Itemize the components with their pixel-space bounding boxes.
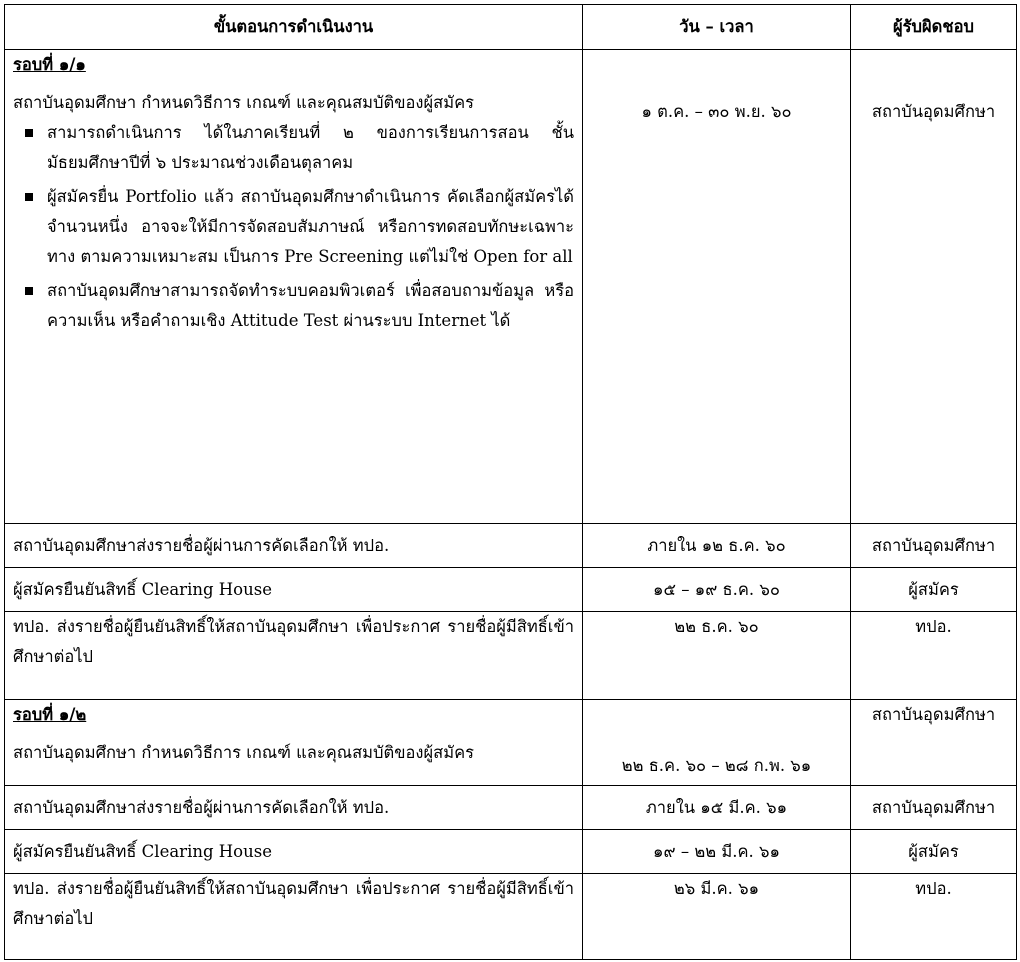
round2-date: ๒๒ ธ.ค. ๖๐ – ๒๘ ก.พ. ๖๑ <box>621 756 812 775</box>
round2-row3-owner: ทปอ. <box>851 874 1017 960</box>
round1-row1-step: สถาบันอุดมศึกษาส่งรายชื่อผู้ผ่านการคัดเลือกให้ ทปอ. <box>5 524 583 568</box>
round2-row3-step: ทปอ. ส่งรายชื่อผู้ยืนยันสิทธิ์ให้สถาบันอุดมศึกษา เพื่อประกาศ รายชื่อผู้มีสิทธิ์เข้าศึกษาต่อไป <box>5 874 583 960</box>
header-owner: ผู้รับผิดชอบ <box>851 5 1017 50</box>
table-row <box>5 830 1017 874</box>
list-item: สถาบันอุดมศึกษาสามารถจัดทำระบบคอมพิวเตอร์ เพื่อสอบถามข้อมูล หรือความเห็น หรือคำถามเชิง Attitude Test ผ่านระบบ Internet ได้ <box>47 276 574 336</box>
round2-intro: สถาบันอุดมศึกษา กำหนดวิธีการ เกณฑ์ และคุณสมบัติของผู้สมัคร <box>13 743 474 762</box>
header-step: ขั้นตอนการดำเนินงาน <box>5 5 583 50</box>
table-row <box>5 568 1017 612</box>
round1-date: ๑ ต.ค. – ๓๐ พ.ย. ๖๐ <box>641 102 792 121</box>
round2-row2-step: ผู้สมัครยืนยันสิทธิ์ Clearing House <box>5 830 583 874</box>
round2-title: รอบที่ ๑/๒ <box>13 705 87 724</box>
table-row <box>5 612 1017 700</box>
round1-row1-date: ภายใน ๑๒ ธ.ค. ๖๐ <box>583 524 851 568</box>
round2-date-cell <box>583 700 851 786</box>
table-row <box>5 524 1017 568</box>
round1-row3-step: ทปอ. ส่งรายชื่อผู้ยืนยันสิทธิ์ให้สถาบันอุดมศึกษา เพื่อประกาศ รายชื่อผู้มีสิทธิ์เข้าศึกษาต่อไป <box>5 612 583 700</box>
list-item: ผู้สมัครยื่น Portfolio แล้ว สถาบันอุดมศึกษาดำเนินการ คัดเลือกผู้สมัครได้จำนวนหนึ่ง อาจจะให้มีการจัดสอบสัมภาษณ์ หรือการทดสอบทักษะเฉพาะทาง ตามความเหมาะสม เป็นการ Pre Screening แต่ไม่ใช่ Open for all <box>47 182 574 272</box>
header-row <box>5 5 1017 50</box>
table-row <box>5 874 1017 960</box>
header-date: วัน – เวลา <box>583 5 851 50</box>
round2-row2-owner: ผู้สมัคร <box>851 830 1017 874</box>
round1-row1-owner: สถาบันอุดมศึกษา <box>851 524 1017 568</box>
round1-row3-date: ๒๒ ธ.ค. ๖๐ <box>583 612 851 700</box>
round1-row2-owner: ผู้สมัคร <box>851 568 1017 612</box>
round1-row3-owner: ทปอ. <box>851 612 1017 700</box>
round1-title: รอบที่ ๑/๑ <box>13 55 86 74</box>
round1-row2-step: ผู้สมัครยืนยันสิทธิ์ Clearing House <box>5 568 583 612</box>
table-row <box>5 786 1017 830</box>
round2-row1-owner: สถาบันอุดมศึกษา <box>851 786 1017 830</box>
round1-owner: สถาบันอุดมศึกษา <box>871 102 996 121</box>
list-item: สามารถดำเนินการ ได้ในภาคเรียนที่ ๒ ของการเรียนการสอน ชั้นมัธยมศึกษาปีที่ ๖ ประมาณช่วงเดือนตุลาคม <box>47 118 574 178</box>
round1-date-cell <box>583 50 851 524</box>
round2-step-cell <box>5 700 583 786</box>
round1-owner-cell <box>851 50 1017 524</box>
round2-owner-cell <box>851 700 1017 786</box>
round2-row1-date: ภายใน ๑๕ มี.ค. ๖๑ <box>583 786 851 830</box>
round1-bullet-list <box>13 118 574 336</box>
table-row <box>5 50 1017 524</box>
schedule-table <box>4 4 1017 960</box>
round2-row1-step: สถาบันอุดมศึกษาส่งรายชื่อผู้ผ่านการคัดเลือกให้ ทปอ. <box>5 786 583 830</box>
table-row <box>5 700 1017 786</box>
round2-row3-date: ๒๖ มี.ค. ๖๑ <box>583 874 851 960</box>
round2-owner: สถาบันอุดมศึกษา <box>871 705 996 724</box>
round1-row2-date: ๑๕ – ๑๙ ธ.ค. ๖๐ <box>583 568 851 612</box>
round1-intro: สถาบันอุดมศึกษา กำหนดวิธีการ เกณฑ์ และคุณสมบัติของผู้สมัคร <box>13 93 474 112</box>
round1-step-cell <box>5 50 583 524</box>
round2-row2-date: ๑๙ – ๒๒ มี.ค. ๖๑ <box>583 830 851 874</box>
